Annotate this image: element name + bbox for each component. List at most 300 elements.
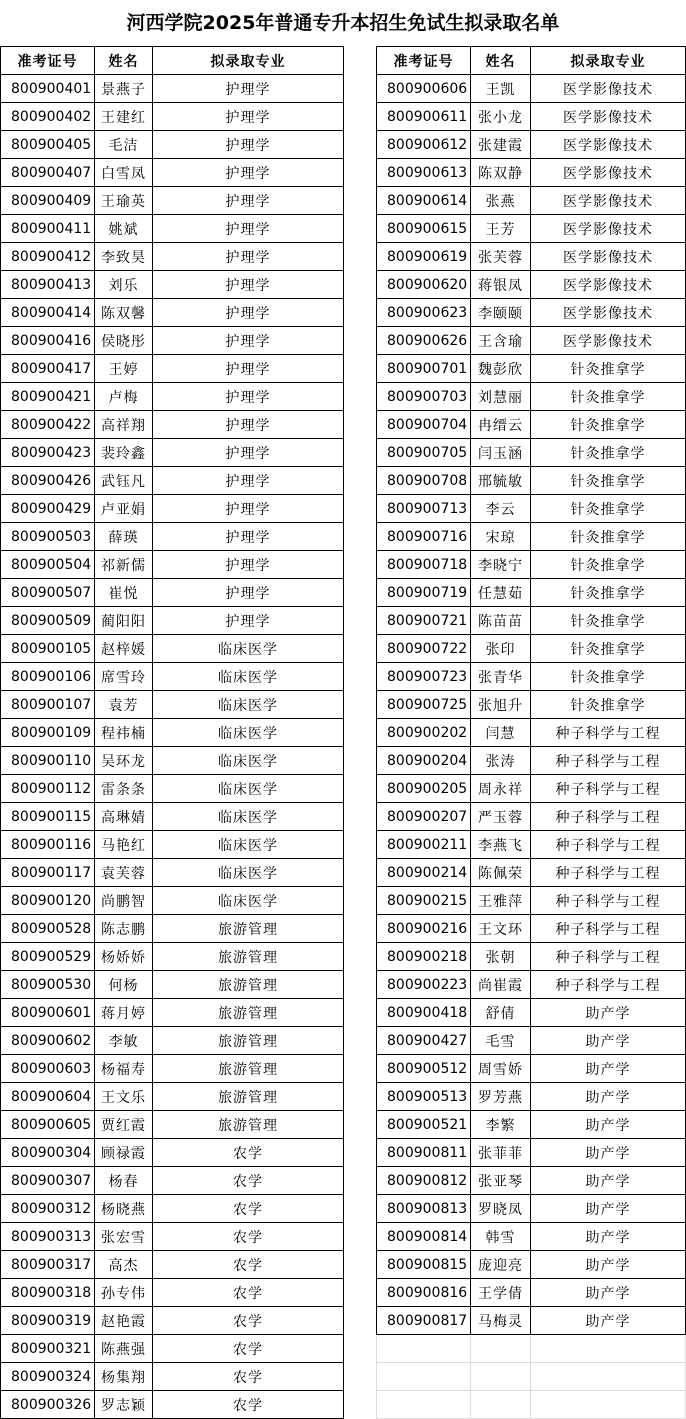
student-name-cell: 刘慧丽	[471, 383, 531, 411]
student-name-cell: 张燕	[471, 187, 531, 215]
student-name-cell: 王文环	[471, 915, 531, 943]
student-name-cell: 程祎楠	[95, 719, 153, 747]
exam-number-cell: 800900405	[1, 131, 95, 159]
column-header-name: 姓名	[95, 47, 153, 75]
table-row	[377, 103, 686, 131]
exam-number-cell: 800900417	[1, 355, 95, 383]
student-name-cell: 张菲菲	[471, 1139, 531, 1167]
column-header-name: 姓名	[471, 47, 531, 75]
exam-number-cell: 800900521	[377, 1111, 471, 1139]
exam-number-cell: 800900530	[1, 971, 95, 999]
student-name-cell: 王建红	[95, 103, 153, 131]
student-name-cell: 马梅灵	[471, 1307, 531, 1335]
exam-number-cell: 800900613	[377, 159, 471, 187]
table-row	[377, 1195, 686, 1223]
exam-number-cell: 800900110	[1, 747, 95, 775]
table-row	[1, 327, 344, 355]
table-row	[377, 75, 686, 103]
major-cell: 医学影像技术	[531, 327, 686, 355]
major-cell: 医学影像技术	[531, 215, 686, 243]
student-name-cell: 张印	[471, 635, 531, 663]
table-row	[1, 1223, 344, 1251]
major-cell: 种子科学与工程	[531, 719, 686, 747]
major-cell: 助产学	[531, 1279, 686, 1307]
major-cell: 种子科学与工程	[531, 887, 686, 915]
major-cell: 旅游管理	[153, 971, 344, 999]
major-cell: 助产学	[531, 999, 686, 1027]
major-cell: 护理学	[153, 495, 344, 523]
major-cell: 护理学	[153, 355, 344, 383]
student-name-cell: 周雪娇	[471, 1055, 531, 1083]
major-cell: 旅游管理	[153, 999, 344, 1027]
exam-number-cell: 800900304	[1, 1139, 95, 1167]
table-row	[1, 775, 344, 803]
major-cell: 医学影像技术	[531, 187, 686, 215]
exam-number-cell: 800900509	[1, 607, 95, 635]
student-name-cell: 高琳婧	[95, 803, 153, 831]
table-row	[1, 1055, 344, 1083]
empty-row	[377, 1391, 686, 1419]
major-cell: 护理学	[153, 383, 344, 411]
major-cell: 医学影像技术	[531, 103, 686, 131]
student-name-cell: 马艳红	[95, 831, 153, 859]
table-row	[377, 943, 686, 971]
student-name-cell: 罗志颖	[95, 1391, 153, 1419]
table-row	[1, 243, 344, 271]
major-cell: 助产学	[531, 1083, 686, 1111]
student-name-cell: 任慧茹	[471, 579, 531, 607]
table-row	[1, 1279, 344, 1307]
table-row	[377, 1055, 686, 1083]
student-name-cell: 席雪玲	[95, 663, 153, 691]
major-cell: 旅游管理	[153, 1111, 344, 1139]
student-name-cell: 王文乐	[95, 1083, 153, 1111]
empty-row	[377, 1335, 686, 1363]
student-name-cell: 周永祥	[471, 775, 531, 803]
exam-number-cell: 800900205	[377, 775, 471, 803]
table-row	[1, 103, 344, 131]
student-name-cell: 王芳	[471, 215, 531, 243]
exam-number-cell: 800900106	[1, 663, 95, 691]
table-row	[377, 915, 686, 943]
student-name-cell: 吴环龙	[95, 747, 153, 775]
major-cell: 临床医学	[153, 803, 344, 831]
major-cell: 助产学	[531, 1027, 686, 1055]
table-row	[377, 719, 686, 747]
student-name-cell: 孙专伟	[95, 1279, 153, 1307]
exam-number-cell: 800900704	[377, 411, 471, 439]
student-name-cell: 邢毓敏	[471, 467, 531, 495]
empty-cell	[531, 1335, 686, 1363]
major-cell: 种子科学与工程	[531, 831, 686, 859]
student-name-cell: 祁新儒	[95, 551, 153, 579]
major-cell: 护理学	[153, 467, 344, 495]
student-name-cell: 张涛	[471, 747, 531, 775]
exam-number-cell: 800900215	[377, 887, 471, 915]
student-name-cell: 卢亚娟	[95, 495, 153, 523]
major-cell: 旅游管理	[153, 1055, 344, 1083]
major-cell: 临床医学	[153, 887, 344, 915]
major-cell: 种子科学与工程	[531, 775, 686, 803]
major-cell: 农学	[153, 1167, 344, 1195]
table-row	[377, 299, 686, 327]
student-name-cell: 高杰	[95, 1251, 153, 1279]
column-header-number: 准考证号	[1, 47, 95, 75]
table-row	[1, 355, 344, 383]
exam-number-cell: 800900507	[1, 579, 95, 607]
major-cell: 助产学	[531, 1111, 686, 1139]
major-cell: 针灸推拿学	[531, 495, 686, 523]
major-cell: 助产学	[531, 1251, 686, 1279]
major-cell: 临床医学	[153, 663, 344, 691]
table-row	[377, 607, 686, 635]
student-name-cell: 尚崔霞	[471, 971, 531, 999]
student-name-cell: 张亚琴	[471, 1167, 531, 1195]
major-cell: 针灸推拿学	[531, 635, 686, 663]
major-cell: 旅游管理	[153, 943, 344, 971]
table-row	[1, 747, 344, 775]
student-name-cell: 李繁	[471, 1111, 531, 1139]
exam-number-cell: 800900602	[1, 1027, 95, 1055]
exam-number-cell: 800900105	[1, 635, 95, 663]
major-cell: 旅游管理	[153, 1027, 344, 1055]
student-name-cell: 庞迎亮	[471, 1251, 531, 1279]
table-row	[377, 1027, 686, 1055]
empty-cell	[531, 1391, 686, 1419]
table-row	[1, 635, 344, 663]
column-header-major: 拟录取专业	[153, 47, 344, 75]
major-cell: 护理学	[153, 131, 344, 159]
empty-cell	[471, 1335, 531, 1363]
table-row	[1, 495, 344, 523]
exam-number-cell: 800900313	[1, 1223, 95, 1251]
table-row	[1, 1251, 344, 1279]
exam-number-cell: 800900407	[1, 159, 95, 187]
exam-number-cell: 800900423	[1, 439, 95, 467]
exam-number-cell: 800900429	[1, 495, 95, 523]
table-row	[377, 971, 686, 999]
student-name-cell: 蔺阳阳	[95, 607, 153, 635]
student-name-cell: 崔悦	[95, 579, 153, 607]
major-cell: 护理学	[153, 243, 344, 271]
major-cell: 护理学	[153, 439, 344, 467]
student-name-cell: 赵艳霞	[95, 1307, 153, 1335]
student-name-cell: 白雪凤	[95, 159, 153, 187]
major-cell: 助产学	[531, 1195, 686, 1223]
exam-number-cell: 800900116	[1, 831, 95, 859]
exam-number-cell: 800900414	[1, 299, 95, 327]
exam-number-cell: 800900326	[1, 1391, 95, 1419]
student-name-cell: 杨晓燕	[95, 1195, 153, 1223]
table-row	[1, 1307, 344, 1335]
student-name-cell: 尚鹏智	[95, 887, 153, 915]
table-row	[1, 607, 344, 635]
major-cell: 针灸推拿学	[531, 551, 686, 579]
exam-number-cell: 800900411	[1, 215, 95, 243]
major-cell: 护理学	[153, 159, 344, 187]
exam-number-cell: 800900401	[1, 75, 95, 103]
exam-number-cell: 800900718	[377, 551, 471, 579]
major-cell: 医学影像技术	[531, 131, 686, 159]
empty-cell	[377, 1335, 471, 1363]
student-name-cell: 毛洁	[95, 131, 153, 159]
empty-cell	[471, 1391, 531, 1419]
student-name-cell: 何杨	[95, 971, 153, 999]
exam-number-cell: 800900817	[377, 1307, 471, 1335]
student-name-cell: 蒋月婷	[95, 999, 153, 1027]
exam-number-cell: 800900214	[377, 859, 471, 887]
table-row	[1, 579, 344, 607]
major-cell: 针灸推拿学	[531, 691, 686, 719]
major-cell: 临床医学	[153, 719, 344, 747]
exam-number-cell: 800900813	[377, 1195, 471, 1223]
table-row	[377, 579, 686, 607]
table-row	[377, 999, 686, 1027]
student-name-cell: 景燕子	[95, 75, 153, 103]
student-name-cell: 李晓宁	[471, 551, 531, 579]
major-cell: 农学	[153, 1279, 344, 1307]
table-row	[377, 803, 686, 831]
exam-number-cell: 800900426	[1, 467, 95, 495]
student-name-cell: 贾红霞	[95, 1111, 153, 1139]
exam-number-cell: 800900716	[377, 523, 471, 551]
table-row	[1, 1391, 344, 1419]
table-row	[377, 523, 686, 551]
exam-number-cell: 800900312	[1, 1195, 95, 1223]
student-name-cell: 陈双静	[471, 159, 531, 187]
major-cell: 农学	[153, 1335, 344, 1363]
student-name-cell: 赵梓媛	[95, 635, 153, 663]
table-row	[1, 663, 344, 691]
table-row	[1, 411, 344, 439]
header-row	[377, 47, 686, 75]
exam-number-cell: 800900416	[1, 327, 95, 355]
table-row	[377, 327, 686, 355]
table-row	[1, 999, 344, 1027]
table-row	[377, 1251, 686, 1279]
major-cell: 护理学	[153, 271, 344, 299]
exam-number-cell: 800900512	[377, 1055, 471, 1083]
major-cell: 临床医学	[153, 691, 344, 719]
exam-number-cell: 800900120	[1, 887, 95, 915]
table-row	[1, 803, 344, 831]
empty-row	[377, 1363, 686, 1391]
student-name-cell: 高祥翔	[95, 411, 153, 439]
student-name-cell: 杨福寿	[95, 1055, 153, 1083]
table-row	[377, 1111, 686, 1139]
exam-number-cell: 800900223	[377, 971, 471, 999]
table-row	[377, 495, 686, 523]
major-cell: 临床医学	[153, 635, 344, 663]
major-cell: 针灸推拿学	[531, 663, 686, 691]
student-name-cell: 张朝	[471, 943, 531, 971]
exam-number-cell: 800900811	[377, 1139, 471, 1167]
exam-number-cell: 800900701	[377, 355, 471, 383]
major-cell: 种子科学与工程	[531, 943, 686, 971]
student-name-cell: 王凯	[471, 75, 531, 103]
table-row	[377, 1307, 686, 1335]
major-cell: 种子科学与工程	[531, 971, 686, 999]
empty-cell	[377, 1391, 471, 1419]
major-cell: 临床医学	[153, 831, 344, 859]
table-row	[377, 383, 686, 411]
exam-number-cell: 800900723	[377, 663, 471, 691]
student-name-cell: 韩雪	[471, 1223, 531, 1251]
exam-number-cell: 800900317	[1, 1251, 95, 1279]
student-name-cell: 罗晓凤	[471, 1195, 531, 1223]
student-name-cell: 闫慧	[471, 719, 531, 747]
major-cell: 医学影像技术	[531, 75, 686, 103]
table-row	[1, 1083, 344, 1111]
empty-cell	[377, 1363, 471, 1391]
exam-number-cell: 800900409	[1, 187, 95, 215]
major-cell: 针灸推拿学	[531, 383, 686, 411]
major-cell: 护理学	[153, 103, 344, 131]
student-name-cell: 陈燕强	[95, 1335, 153, 1363]
table-row	[1, 1027, 344, 1055]
exam-number-cell: 800900623	[377, 299, 471, 327]
exam-number-cell: 800900606	[377, 75, 471, 103]
table-row	[377, 859, 686, 887]
exam-number-cell: 800900615	[377, 215, 471, 243]
exam-number-cell: 800900109	[1, 719, 95, 747]
major-cell: 助产学	[531, 1307, 686, 1335]
exam-number-cell: 800900503	[1, 523, 95, 551]
major-cell: 针灸推拿学	[531, 523, 686, 551]
table-row	[377, 1279, 686, 1307]
empty-cell	[471, 1363, 531, 1391]
exam-number-cell: 800900412	[1, 243, 95, 271]
student-name-cell: 魏彭欣	[471, 355, 531, 383]
table-row	[377, 1167, 686, 1195]
table-row	[1, 215, 344, 243]
exam-number-cell: 800900725	[377, 691, 471, 719]
student-name-cell: 陈苗苗	[471, 607, 531, 635]
exam-number-cell: 800900307	[1, 1167, 95, 1195]
exam-number-cell: 800900112	[1, 775, 95, 803]
exam-number-cell: 800900216	[377, 915, 471, 943]
table-row	[377, 243, 686, 271]
student-name-cell: 张宏雪	[95, 1223, 153, 1251]
student-name-cell: 张芙蓉	[471, 243, 531, 271]
student-name-cell: 王瑜英	[95, 187, 153, 215]
student-name-cell: 袁芳	[95, 691, 153, 719]
exam-number-cell: 800900816	[377, 1279, 471, 1307]
student-name-cell: 薛瑛	[95, 523, 153, 551]
student-name-cell: 张旭升	[471, 691, 531, 719]
table-row	[377, 747, 686, 775]
table-row	[1, 271, 344, 299]
exam-number-cell: 800900713	[377, 495, 471, 523]
table-row	[377, 1139, 686, 1167]
table-row	[1, 131, 344, 159]
major-cell: 针灸推拿学	[531, 411, 686, 439]
student-name-cell: 侯晓彤	[95, 327, 153, 355]
table-row	[377, 159, 686, 187]
table-row	[1, 383, 344, 411]
major-cell: 临床医学	[153, 859, 344, 887]
student-name-cell: 陈佩荣	[471, 859, 531, 887]
exam-number-cell: 800900620	[377, 271, 471, 299]
student-name-cell: 李燕飞	[471, 831, 531, 859]
table-row	[1, 859, 344, 887]
major-cell: 医学影像技术	[531, 243, 686, 271]
empty-cell	[531, 1363, 686, 1391]
major-cell: 医学影像技术	[531, 159, 686, 187]
column-header-major: 拟录取专业	[531, 47, 686, 75]
student-name-cell: 刘乐	[95, 271, 153, 299]
table-row	[377, 775, 686, 803]
exam-number-cell: 800900418	[377, 999, 471, 1027]
table-row	[1, 691, 344, 719]
major-cell: 助产学	[531, 1139, 686, 1167]
admission-table-left	[0, 46, 344, 1419]
exam-number-cell: 800900202	[377, 719, 471, 747]
table-row	[1, 1195, 344, 1223]
exam-number-cell: 800900402	[1, 103, 95, 131]
exam-number-cell: 800900611	[377, 103, 471, 131]
student-name-cell: 宋琼	[471, 523, 531, 551]
page-title: 河西学院2025年普通专升本招生免试生拟录取名单	[126, 12, 560, 34]
major-cell: 农学	[153, 1139, 344, 1167]
student-name-cell: 张青华	[471, 663, 531, 691]
major-cell: 种子科学与工程	[531, 803, 686, 831]
student-name-cell: 姚斌	[95, 215, 153, 243]
exam-number-cell: 800900815	[377, 1251, 471, 1279]
exam-number-cell: 800900604	[1, 1083, 95, 1111]
major-cell: 助产学	[531, 1055, 686, 1083]
exam-number-cell: 800900115	[1, 803, 95, 831]
table-row	[377, 691, 686, 719]
exam-number-cell: 800900601	[1, 999, 95, 1027]
student-name-cell: 严玉蓉	[471, 803, 531, 831]
table-row	[1, 1335, 344, 1363]
table-row	[1, 1363, 344, 1391]
student-name-cell: 王婷	[95, 355, 153, 383]
major-cell: 助产学	[531, 1167, 686, 1195]
major-cell: 农学	[153, 1223, 344, 1251]
table-row	[1, 187, 344, 215]
exam-number-cell: 800900117	[1, 859, 95, 887]
table-row	[1, 1167, 344, 1195]
exam-number-cell: 800900722	[377, 635, 471, 663]
student-name-cell: 顾禄霞	[95, 1139, 153, 1167]
table-row	[377, 215, 686, 243]
major-cell: 护理学	[153, 215, 344, 243]
exam-number-cell: 800900812	[377, 1167, 471, 1195]
student-name-cell: 毛雪	[471, 1027, 531, 1055]
student-name-cell: 闫玉涵	[471, 439, 531, 467]
major-cell: 种子科学与工程	[531, 915, 686, 943]
table-row	[377, 411, 686, 439]
major-cell: 临床医学	[153, 747, 344, 775]
table-row	[377, 131, 686, 159]
table-row	[1, 299, 344, 327]
table-row	[377, 187, 686, 215]
table-row	[377, 1223, 686, 1251]
table-row	[377, 831, 686, 859]
exam-number-cell: 800900319	[1, 1307, 95, 1335]
table-row	[377, 1083, 686, 1111]
major-cell: 农学	[153, 1391, 344, 1419]
major-cell: 护理学	[153, 187, 344, 215]
table-row	[1, 523, 344, 551]
exam-number-cell: 800900612	[377, 131, 471, 159]
major-cell: 种子科学与工程	[531, 859, 686, 887]
exam-number-cell: 800900422	[1, 411, 95, 439]
exam-number-cell: 800900614	[377, 187, 471, 215]
table-row	[1, 75, 344, 103]
